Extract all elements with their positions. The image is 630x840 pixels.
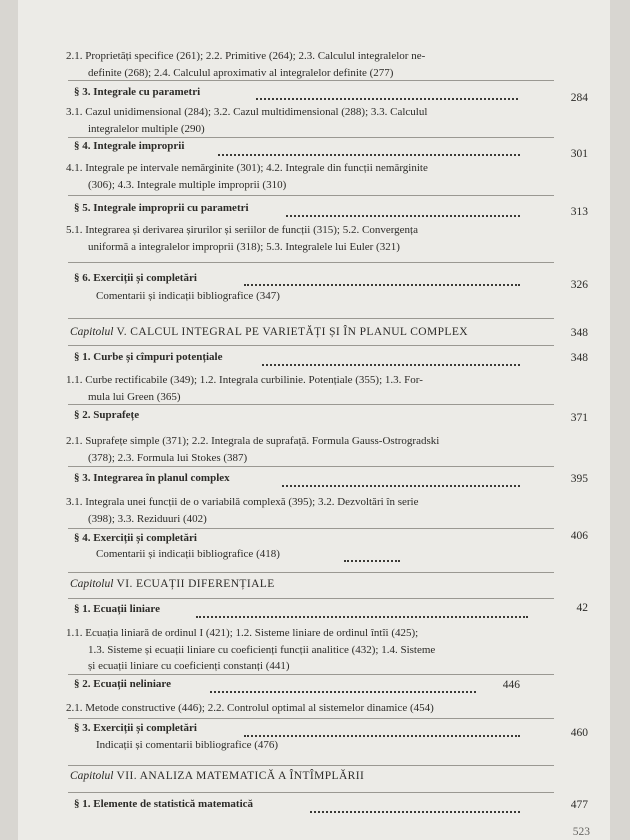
page-number: 446	[502, 679, 520, 691]
divider	[68, 345, 554, 346]
toc-section-title: § 2. Suprafețe	[74, 409, 140, 421]
book-page	[18, 0, 610, 840]
toc-section-title: § 5. Integrale improprii cu parametri	[74, 202, 249, 214]
divider	[68, 528, 554, 529]
page-number: 477	[570, 799, 588, 811]
divider	[68, 466, 554, 467]
toc-section-title: § 2. Ecuații neliniare	[74, 678, 171, 690]
dot-leader	[256, 96, 518, 100]
page-number: 406	[570, 530, 588, 542]
toc-subsection-block: 3.1. Integrala unei funcții de o variabilă complexă (395); 3.2. Dezvoltări în serie (398); 3.3. Reziduuri (402)	[66, 496, 419, 525]
toc-subsection-block: 5.1. Integrarea și derivarea șirurilor și seriilor de funcții (315); 5.2. Convergența uniformă a integralelor improprii (318); 5.3. Integralele lui Euler (321)	[66, 224, 418, 253]
toc-subsection-block: 2.1. Metode constructive (446); 2.2. Controlul optimal al sistemelor dinamice (454)	[66, 702, 434, 714]
dot-leader	[210, 689, 476, 693]
page-number: 326	[570, 279, 588, 291]
chapter-heading: Capitolul V. CALCUL INTEGRAL PE VARIETĂȚI ȘI ÎN PLANUL COMPLEX	[70, 326, 468, 338]
page-number: 395	[570, 473, 588, 485]
toc-bibliography-note: Comentarii și indicații bibliografice (418)	[96, 548, 280, 560]
chapter-heading: Capitolul VII. ANALIZA MATEMATICĂ A ÎNTÎMPLĂRII	[70, 770, 365, 782]
divider	[68, 195, 554, 196]
dot-leader	[286, 213, 520, 217]
dot-leader	[344, 558, 400, 562]
dot-leader	[196, 614, 528, 618]
toc-section-title: § 3. Exerciții și completări	[74, 722, 197, 734]
dot-leader	[244, 282, 520, 286]
divider	[68, 262, 554, 263]
toc-section-title: § 1. Elemente de statistică matematică	[74, 798, 254, 810]
page-number: 348	[570, 327, 588, 339]
toc-subsection-block: 1.1. Curbe rectificabile (349); 1.2. Integrala curbilinie. Potențiale (355); 1.3. For- mula lui Green (365)	[66, 374, 423, 403]
toc-subsection-block: 2.1. Proprietăți specifice (261); 2.2. Primitive (264); 2.3. Calculul integralelor ne- definite (268); 2.4. Calculul aproximativ al integralelor definite (277)	[66, 50, 426, 79]
toc-section-title: § 3. Integrale cu parametri	[74, 86, 201, 98]
toc-section-title: § 6. Exerciții și completări	[74, 272, 197, 284]
folio-page-number: 523	[572, 826, 590, 838]
divider	[68, 80, 554, 81]
divider	[68, 792, 554, 793]
divider	[68, 598, 554, 599]
toc-section-title: § 4. Integrale improprii	[74, 140, 185, 152]
toc-section-title: § 1. Curbe și cîmpuri potențiale	[74, 351, 223, 363]
page-number: 371	[570, 412, 588, 424]
chapter-heading: Capitolul VI. ECUAȚII DIFERENȚIALE	[70, 578, 275, 590]
toc-section-title: § 1. Ecuații liniare	[74, 603, 160, 615]
divider	[68, 318, 554, 319]
page-number: 284	[570, 92, 588, 104]
divider	[68, 765, 554, 766]
page-number: 460	[570, 727, 588, 739]
toc-subsection-block: 3.1. Cazul unidimensional (284); 3.2. Cazul multidimensional (288); 3.3. Calculul integralelor multiple (290)	[66, 106, 428, 135]
dot-leader	[218, 152, 520, 156]
page-number: 313	[570, 206, 588, 218]
dot-leader	[310, 809, 520, 813]
divider	[68, 674, 554, 675]
toc-section-title: § 4. Exerciții și completări	[74, 532, 197, 544]
toc-section-title: § 3. Integrarea în planul complex	[74, 472, 230, 484]
toc-subsection-block: 1.1. Ecuația liniară de ordinul I (421); 1.2. Sisteme liniare de ordinul întîi (425); 1.3. Sisteme și ecuații liniare cu coeficienți funcții analitice (432); 1.4. Sisteme și ecuații liniare cu coeficienți constanți (441)	[66, 627, 436, 672]
dot-leader	[244, 733, 520, 737]
toc-bibliography-note: Indicații și comentarii bibliografice (476)	[96, 739, 279, 751]
divider	[68, 718, 554, 719]
dot-leader	[282, 483, 520, 487]
toc-bibliography-note: Comentarii și indicații bibliografice (347)	[96, 290, 280, 302]
divider	[68, 572, 554, 573]
toc-subsection-block: 2.1. Suprafețe simple (371); 2.2. Integrala de suprafață. Formula Gauss-Ostrogradski (378); 2.3. Formula lui Stokes (387)	[66, 435, 440, 464]
page-number: 301	[570, 148, 588, 160]
divider	[68, 404, 554, 405]
dot-leader	[262, 362, 520, 366]
page-number: 348	[570, 352, 588, 364]
toc-subsection-block: 4.1. Integrale pe intervale nemărginite (301); 4.2. Integrale din funcții nemărginite (306); 4.3. Integrale multiple improprii (310)	[66, 162, 428, 191]
page-number: 42	[576, 602, 588, 614]
